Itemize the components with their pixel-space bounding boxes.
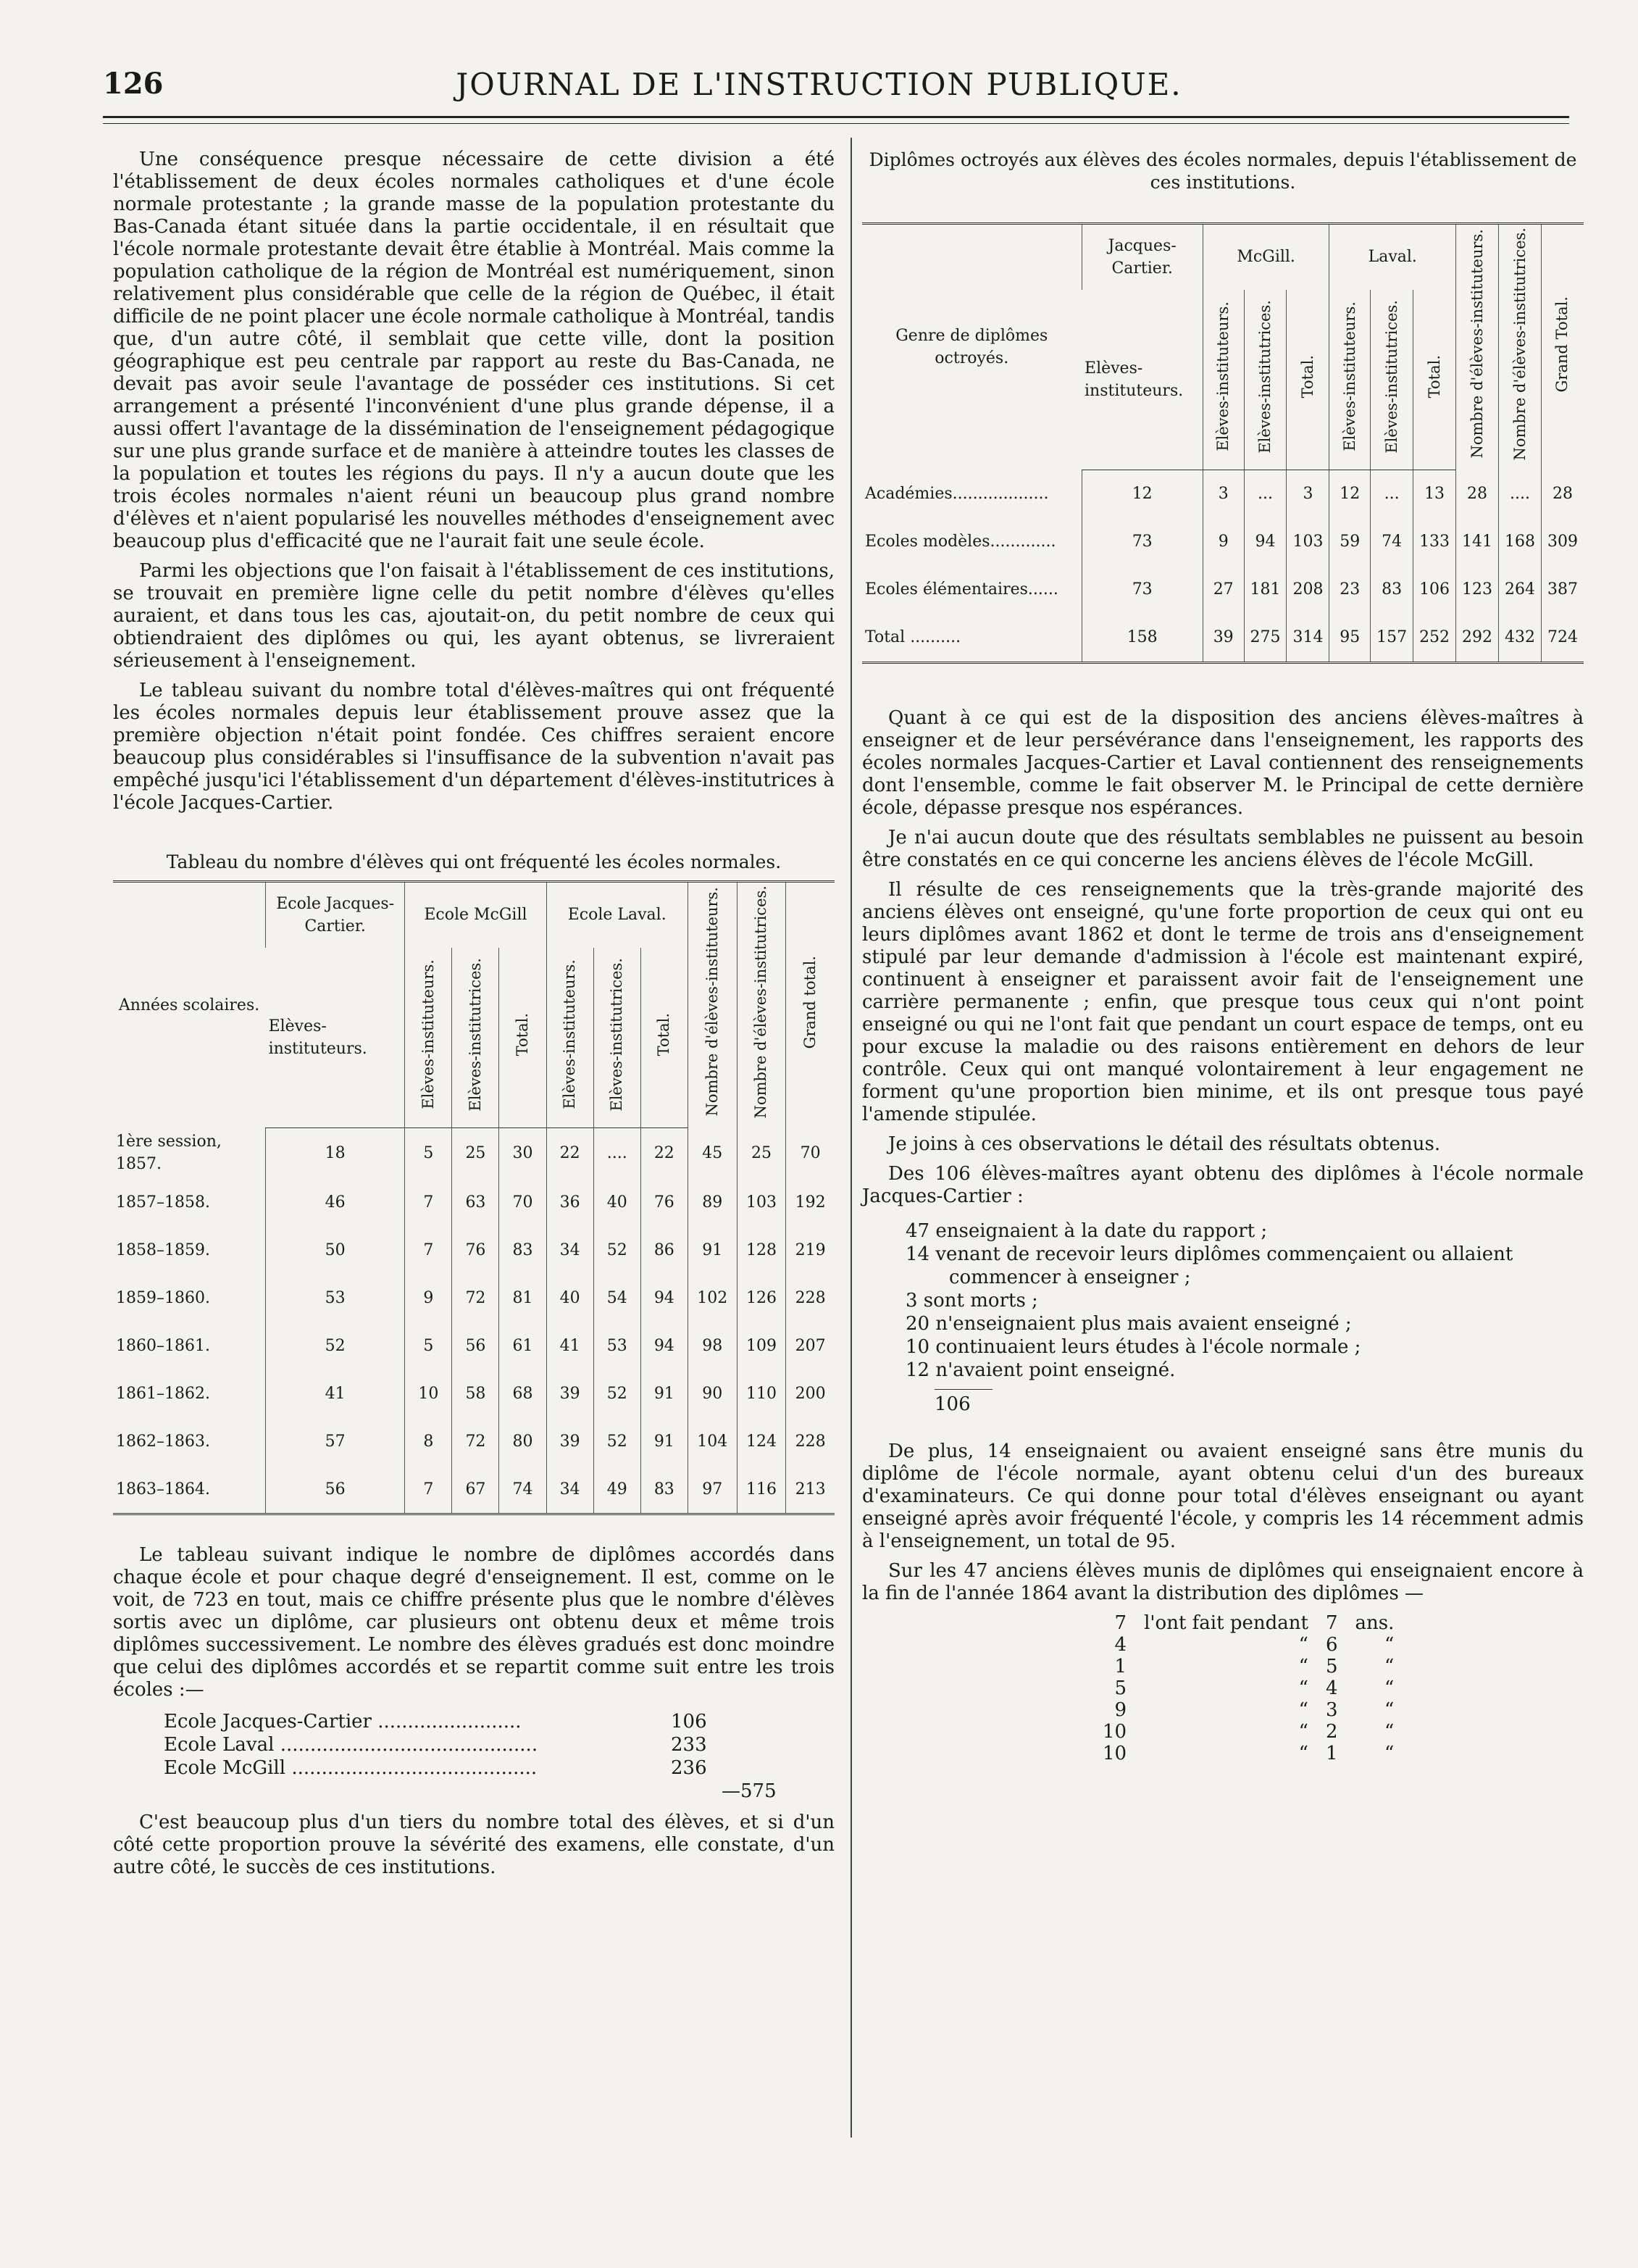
table-cell: “ bbox=[1298, 1698, 1308, 1721]
table-cell: 1858–1859. bbox=[116, 1241, 210, 1259]
table-cell: 5 bbox=[405, 1322, 452, 1369]
table-cell: 4 bbox=[1114, 1633, 1127, 1656]
table-cell: “ bbox=[1384, 1698, 1395, 1721]
table-row bbox=[862, 518, 1584, 566]
table-cell: 73 bbox=[1082, 518, 1203, 566]
table-cell: 124 bbox=[737, 1417, 786, 1465]
list-item: 20 n'enseignaient plus mais avaient enseigné ; bbox=[906, 1312, 1352, 1335]
col-laval-institutrices: Elèves-institutrices. bbox=[1371, 290, 1413, 470]
table-cell: 3 bbox=[1325, 1698, 1338, 1721]
table-cell: Ecoles modèles............. bbox=[865, 533, 1056, 551]
table-cell: 103 bbox=[1287, 518, 1329, 566]
table-cell: 91 bbox=[640, 1417, 688, 1465]
table-cell: 9 bbox=[1114, 1698, 1127, 1721]
table-cell: 7 bbox=[405, 1226, 452, 1274]
table-row bbox=[1094, 1677, 1403, 1699]
table-cell: 25 bbox=[452, 1127, 499, 1178]
table-cell: 13 bbox=[1413, 470, 1456, 518]
table-cell: 314 bbox=[1287, 614, 1329, 663]
table-cell: 1861–1862. bbox=[116, 1384, 210, 1403]
col-mcgill-institutrices: Elèves-institutrices. bbox=[452, 948, 499, 1128]
table-cell: 116 bbox=[737, 1465, 786, 1514]
table-cell: 61 bbox=[499, 1322, 546, 1369]
table-cell: 110 bbox=[737, 1369, 786, 1417]
table-cell: 213 bbox=[786, 1465, 835, 1514]
table-cell: 133 bbox=[1413, 518, 1456, 566]
table-cell: 158 bbox=[1082, 614, 1203, 663]
table-cell: 10 bbox=[1103, 1742, 1127, 1764]
paragraph: Une conséquence presque nécessaire de cette division a été l'établissement de deux écoles normales catholiques et d'une école normale protestante ; la grande masse de la population protestante du Bas-Canada étant située dans la partie occidentale, il en résultait que l'école normale protestante devait être établie à Montréal. Mais comme la population catholique de la région de Montréal est numériquement, sinon relativement plus considérable que celle de la région de Québec, il était difficile de ne point placer une école normale catholique à Montréal, tandis que, d'un autre côté, il semblait que cette ville, dont la position géographique est peu centrale par rapport au reste du Bas-Canada, ne devait pas avoir seule l'avantage de posséder ces institutions. Si cet arrangement a présenté l'inconvénient d'une plus grande dépense, il a aussi offert l'avantage de la dissémination de l'enseignement pédagogique sur une plus grande surface et de manière à atteindre toutes les classes de la population et toutes les régions du pays. Il n'y a aucun doute que les trois écoles normales n'aient réuni un beaucoup plus grand nombre d'élèves et n'aient popularisé les nouvelles méthodes d'enseignement avec beaucoup plus d'efficacité que ne l'aurait fait une seule école. bbox=[113, 149, 835, 552]
table-cell: 22 bbox=[546, 1127, 593, 1178]
table-row bbox=[113, 1226, 835, 1274]
table-cell: 67 bbox=[452, 1465, 499, 1514]
table-cell: 1862–1863. bbox=[116, 1432, 210, 1451]
table-cell: 126 bbox=[737, 1274, 786, 1322]
table-cell: 1 bbox=[1114, 1655, 1127, 1677]
table-cell: 53 bbox=[266, 1274, 405, 1322]
paragraph: Je joins à ces observations le détail des résultats obtenus. bbox=[888, 1133, 1441, 1155]
table-caption: Tableau du nombre d'élèves qui ont fréquenté les écoles normales. bbox=[166, 851, 782, 872]
diplomas-table bbox=[862, 222, 1584, 664]
col-jc-instituteurs: Elèves-instituteurs. bbox=[1082, 290, 1203, 470]
table-cell: 80 bbox=[499, 1417, 546, 1465]
table-cell: “ bbox=[1384, 1677, 1395, 1699]
table-cell: 94 bbox=[640, 1322, 688, 1369]
table-cell: 12 bbox=[1329, 470, 1371, 518]
table-cell: 309 bbox=[1541, 518, 1584, 566]
table-cell: 39 bbox=[1203, 614, 1244, 663]
table-cell: 3 bbox=[1287, 470, 1329, 518]
table-cell: 83 bbox=[640, 1465, 688, 1514]
table-row bbox=[862, 470, 1584, 518]
table-cell: “ bbox=[1384, 1742, 1395, 1764]
header-rule-2 bbox=[103, 123, 1569, 124]
table-cell: 200 bbox=[786, 1369, 835, 1417]
table-cell: 168 bbox=[1499, 518, 1542, 566]
table-cell: ... bbox=[1244, 470, 1287, 518]
table-cell: 106 bbox=[1413, 566, 1456, 614]
table-cell: ... bbox=[1371, 470, 1413, 518]
table-cell: 94 bbox=[640, 1274, 688, 1322]
col-mcgill-total: Total. bbox=[499, 948, 546, 1128]
table-cell: 219 bbox=[786, 1226, 835, 1274]
col-mcgill: Ecole McGill bbox=[405, 882, 546, 948]
table-cell: 41 bbox=[266, 1369, 405, 1417]
table-cell: “ bbox=[1298, 1655, 1308, 1677]
table-cell: 4 bbox=[1325, 1677, 1338, 1699]
table-cell: “ bbox=[1298, 1633, 1308, 1656]
table-cell: 63 bbox=[452, 1178, 499, 1226]
table-cell: 83 bbox=[499, 1226, 546, 1274]
table-cell: 10 bbox=[405, 1369, 452, 1417]
table-cell: 22 bbox=[640, 1127, 688, 1178]
table-cell: 53 bbox=[593, 1322, 640, 1369]
table-cell: 7 bbox=[1325, 1612, 1338, 1634]
col-jacques-cartier: Ecole Jacques-Cartier. bbox=[266, 882, 405, 948]
table-cell: Total .......... bbox=[862, 614, 1082, 663]
table-cell: 1857–1858. bbox=[116, 1193, 210, 1212]
table-cell: 207 bbox=[786, 1322, 835, 1369]
table-cell: 34 bbox=[546, 1226, 593, 1274]
table-cell: 23 bbox=[1329, 566, 1371, 614]
table-cell: 12 bbox=[1082, 470, 1203, 518]
outcomes-list bbox=[906, 1220, 1584, 1416]
paragraph: Parmi les objections que l'on faisait à l'établissement de ces institutions, se trouvait en première ligne celle du petit nombre d'élèves qu'elles auraient, et dans tous les cas, ajoutait-on, du petit nombre de ceux qui obtiendraient des diplômes ou qui, les ayant obtenus, se livreraient sérieusement à l'enseignement. bbox=[113, 560, 835, 672]
table-cell: 95 bbox=[1329, 614, 1371, 663]
table-row bbox=[1094, 1634, 1403, 1656]
table-cell: 25 bbox=[737, 1127, 786, 1178]
col-laval-total: Total. bbox=[640, 948, 688, 1128]
table-cell: 1ère session, 1857. bbox=[116, 1133, 222, 1174]
table-cell: 1860–1861. bbox=[116, 1336, 210, 1355]
table-cell: 28 bbox=[1541, 470, 1584, 518]
enrolment-table bbox=[113, 880, 835, 1515]
col-nb-institutrices: Nombre d'élèves-institutrices. bbox=[1499, 224, 1542, 470]
table-cell: 181 bbox=[1244, 566, 1287, 614]
column-divider bbox=[851, 138, 852, 2138]
table-cell: 7 bbox=[405, 1178, 452, 1226]
table-cell: 103 bbox=[737, 1178, 786, 1226]
table-cell: 90 bbox=[688, 1369, 737, 1417]
table-cell: 27 bbox=[1203, 566, 1244, 614]
table-cell: 102 bbox=[688, 1274, 737, 1322]
table-cell: 70 bbox=[786, 1127, 835, 1178]
table-cell: 123 bbox=[1456, 566, 1499, 614]
col-jacques-cartier: Jacques-Cartier. bbox=[1082, 224, 1203, 290]
col-laval: Ecole Laval. bbox=[546, 882, 688, 948]
table-row bbox=[113, 1178, 835, 1226]
paragraph: Quant à ce qui est de la disposition des anciens élèves-maîtres à enseigner et de leur persévérance dans l'enseignement, les rapports des écoles normales Jacques-Cartier et Laval contiennent des renseignements dont l'ensemble, comme le fait observer M. le Principal de cette dernière école, dépasse presque nos espérances. bbox=[862, 706, 1584, 819]
col-mcgill-instituteurs: Elèves-instituteurs. bbox=[1203, 290, 1244, 470]
schools-list bbox=[164, 1710, 835, 1803]
col-nb-institutrices: Nombre d'élèves-institutrices. bbox=[737, 882, 786, 1128]
list-item: 10 continuaient leurs études à l'école normale ; bbox=[906, 1335, 1361, 1358]
table-cell: 81 bbox=[499, 1274, 546, 1322]
table-cell: 9 bbox=[405, 1274, 452, 1322]
table-cell: 275 bbox=[1244, 614, 1287, 663]
col-grand-total: Grand total. bbox=[786, 882, 835, 1128]
col-laval-total: Total. bbox=[1413, 290, 1456, 470]
table-cell: 97 bbox=[688, 1465, 737, 1514]
table-cell: 59 bbox=[1329, 518, 1371, 566]
table-cell: 6 bbox=[1325, 1633, 1338, 1656]
table-cell: “ bbox=[1384, 1655, 1395, 1677]
table-cell: 109 bbox=[737, 1322, 786, 1369]
table-caption: Diplômes octroyés aux élèves des écoles normales, depuis l'établissement de ces institutions. bbox=[869, 149, 1577, 193]
years-table bbox=[1094, 1612, 1403, 1764]
table-cell: 76 bbox=[640, 1178, 688, 1226]
table-cell: 46 bbox=[266, 1178, 405, 1226]
table-row bbox=[1094, 1721, 1403, 1743]
table-cell: 98 bbox=[688, 1322, 737, 1369]
table-cell: 52 bbox=[593, 1417, 640, 1465]
col-mcgill: McGill. bbox=[1203, 224, 1329, 290]
table-cell: “ bbox=[1384, 1720, 1395, 1743]
table-row bbox=[862, 614, 1584, 663]
col-mcgill-total: Total. bbox=[1287, 290, 1329, 470]
table-cell: 40 bbox=[546, 1274, 593, 1322]
table-cell: 387 bbox=[1541, 566, 1584, 614]
table-cell: 94 bbox=[1244, 518, 1287, 566]
table-cell: 70 bbox=[499, 1178, 546, 1226]
list-item: commencer à enseigner ; bbox=[949, 1266, 1191, 1288]
paragraph: Sur les 47 anciens élèves munis de diplômes qui enseignaient encore à la fin de l'année 1864 avant la distribution des diplômes — bbox=[862, 1559, 1584, 1604]
table-cell: 724 bbox=[1541, 614, 1584, 663]
table-cell: 8 bbox=[405, 1417, 452, 1465]
table-cell: 45 bbox=[688, 1127, 737, 1178]
table-row bbox=[1094, 1699, 1403, 1721]
table-cell: .... bbox=[1499, 470, 1542, 518]
table-cell: 91 bbox=[688, 1226, 737, 1274]
list-item: 12 n'avaient point enseigné. bbox=[906, 1359, 1176, 1381]
paragraph: Le tableau suivant indique le nombre de diplômes accordés dans chaque école et pour chaque degré d'enseignement. Il est, comme on le voit, de 723 en tout, mais ce chiffre présente plus que le nombre d'élèves sortis avec un diplôme, car plusieurs ont obtenu deux et même trois diplômes successivement. Le nombre des élèves gradués est donc moindre que celui des diplômes accordés et se repartit comme suit entre les trois écoles :— bbox=[113, 1544, 835, 1701]
running-title: JOURNAL DE L'INSTRUCTION PUBLIQUE. bbox=[456, 67, 1182, 102]
table-cell: 432 bbox=[1499, 614, 1542, 663]
list-item: Ecole Jacques-Cartier ........................ 106 bbox=[164, 1711, 707, 1733]
table-cell: 52 bbox=[593, 1369, 640, 1417]
table-cell: 5 bbox=[405, 1127, 452, 1178]
table-cell: 49 bbox=[593, 1465, 640, 1514]
list-item: 14 venant de recevoir leurs diplômes commençaient ou allaient bbox=[906, 1243, 1513, 1265]
paragraph: Je n'ai aucun doute que des résultats semblables ne puissent au besoin être constatés en ce qui concerne les anciens élèves de l'école McGill. bbox=[862, 826, 1584, 871]
table-cell: 141 bbox=[1456, 518, 1499, 566]
table-row bbox=[113, 1465, 835, 1514]
table-cell: 50 bbox=[266, 1226, 405, 1274]
col-jc-instituteurs: Elèves-instituteurs. bbox=[266, 948, 405, 1128]
table-row bbox=[1094, 1612, 1403, 1634]
table-cell: “ bbox=[1298, 1677, 1308, 1699]
table-cell: 89 bbox=[688, 1178, 737, 1226]
table-cell: 76 bbox=[452, 1226, 499, 1274]
table-cell: 1863–1864. bbox=[113, 1465, 266, 1514]
col-nb-instituteurs: Nombre d'élèves-instituteurs. bbox=[1456, 224, 1499, 470]
table-row bbox=[113, 1274, 835, 1322]
col-mcgill-instituteurs: Elèves-instituteurs. bbox=[405, 948, 452, 1128]
table-row bbox=[113, 1369, 835, 1417]
paragraph: De plus, 14 enseignaient ou avaient enseigné sans être munis du diplôme de l'école normale, ayant obtenu celui d'un des bureaux d'examinateurs. Ce qui donne pour total d'élèves enseignant ou ayant enseigné après avoir fréquenté l'école, y compris les 14 récemment admis à l'enseignement, un total de 95. bbox=[862, 1440, 1584, 1552]
col-nb-instituteurs: Nombre d'élèves-instituteurs. bbox=[688, 882, 737, 1128]
table-cell: 56 bbox=[452, 1322, 499, 1369]
table-cell: .... bbox=[593, 1127, 640, 1178]
table-cell: 5 bbox=[1325, 1655, 1338, 1677]
table-cell: 10 bbox=[1103, 1720, 1127, 1743]
table-cell: 104 bbox=[688, 1417, 737, 1465]
header-rule bbox=[103, 116, 1569, 118]
col-mcgill-institutrices: Elèves-institutrices. bbox=[1244, 290, 1287, 470]
table-cell: 264 bbox=[1499, 566, 1542, 614]
table-cell: 7 bbox=[1114, 1612, 1127, 1634]
col-laval-instituteurs: Elèves-instituteurs. bbox=[1329, 290, 1371, 470]
table-cell: 74 bbox=[499, 1465, 546, 1514]
table-cell: 208 bbox=[1287, 566, 1329, 614]
table-cell: 74 bbox=[1371, 518, 1413, 566]
table-cell: 72 bbox=[452, 1274, 499, 1322]
table-row bbox=[862, 566, 1584, 614]
table-cell: 40 bbox=[593, 1178, 640, 1226]
page-number: 126 bbox=[103, 67, 164, 101]
table-cell: 3 bbox=[1203, 470, 1244, 518]
table-cell: 39 bbox=[546, 1417, 593, 1465]
table-cell: 72 bbox=[452, 1417, 499, 1465]
table-cell: 292 bbox=[1456, 614, 1499, 663]
table-cell: 18 bbox=[266, 1127, 405, 1178]
table-cell: 56 bbox=[266, 1465, 405, 1514]
table-cell: 83 bbox=[1371, 566, 1413, 614]
table-cell: Ecoles élémentaires...... bbox=[865, 580, 1058, 599]
table-cell: 39 bbox=[546, 1369, 593, 1417]
diplomas-table-body bbox=[862, 470, 1584, 662]
table-cell: 54 bbox=[593, 1274, 640, 1322]
table-cell: “ bbox=[1298, 1720, 1308, 1743]
paragraph: C'est beaucoup plus d'un tiers du nombre total des élèves, et si d'un côté cette proportion prouve la sévérité des examens, elle constate, d'un autre côté, le succès de ces institutions. bbox=[113, 1812, 835, 1879]
table-cell: 34 bbox=[546, 1465, 593, 1514]
table-cell: 192 bbox=[786, 1178, 835, 1226]
table-cell: 91 bbox=[640, 1369, 688, 1417]
col-laval-instituteurs: Elèves-instituteurs. bbox=[546, 948, 593, 1128]
col-genre: Genre de diplômes octroyés. bbox=[862, 224, 1082, 470]
table-row bbox=[1094, 1656, 1403, 1677]
table-cell: 1859–1860. bbox=[116, 1288, 210, 1307]
list-item: Ecole McGill ......................................... 236 bbox=[164, 1757, 707, 1780]
right-column bbox=[862, 149, 1584, 1764]
table-cell: Académies................... bbox=[865, 485, 1049, 504]
paragraph: Des 106 élèves-maîtres ayant obtenu des diplômes à l'école normale Jacques-Cartier : bbox=[862, 1162, 1584, 1207]
table-row bbox=[113, 1417, 835, 1465]
col-grand-total: Grand Total. bbox=[1541, 224, 1584, 470]
list-item: 47 enseignaient à la date du rapport ; bbox=[906, 1220, 1268, 1242]
table-cell: 52 bbox=[593, 1226, 640, 1274]
table-cell: 7 bbox=[405, 1465, 452, 1514]
table-cell: 5 bbox=[1114, 1677, 1127, 1699]
table-cell: 52 bbox=[266, 1322, 405, 1369]
left-column bbox=[113, 149, 835, 1886]
table-cell: 2 bbox=[1325, 1720, 1338, 1743]
table-cell: l'ont fait pendant bbox=[1144, 1612, 1308, 1634]
table-row bbox=[1094, 1743, 1403, 1764]
table-cell: 157 bbox=[1371, 614, 1413, 663]
table-cell: 128 bbox=[737, 1226, 786, 1274]
schools-total: —575 bbox=[722, 1780, 777, 1803]
table-cell: “ bbox=[1384, 1633, 1395, 1656]
table-cell: 57 bbox=[266, 1417, 405, 1465]
table-cell: 228 bbox=[786, 1417, 835, 1465]
table-cell: 68 bbox=[499, 1369, 546, 1417]
list-item: Ecole Laval ........................................... 233 bbox=[164, 1734, 707, 1756]
table-cell: 58 bbox=[452, 1369, 499, 1417]
table-cell: “ bbox=[1298, 1742, 1308, 1764]
paragraph: Le tableau suivant du nombre total d'élèves-maîtres qui ont fréquenté les écoles normales depuis leur établissement prouve assez que la première objection n'était point fondée. Ces chiffres seraient encore beaucoup plus considérables si l'insuffisance de la subvention n'avait pas empêché jusqu'ici l'établissement d'un département d'élèves-institutrices à l'école Jacques-Cartier. bbox=[113, 680, 835, 814]
table-cell: 30 bbox=[499, 1127, 546, 1178]
col-laval-institutrices: Elèves-institutrices. bbox=[593, 948, 640, 1128]
paragraph: Il résulte de ces renseignements que la très-grande majorité des anciens élèves ont enseigné, qu'une forte proportion de ceux qui ont eu leurs diplômes avant 1862 et dont le terme de trois ans d'enseignement stipulé par leur demande d'admission à l'école est maintenant expiré, continuent à enseigner et paraissent avoir fait de l'enseignement une carrière permanente ; enfin, que presque tous ceux qui n'ont point enseigné ou qui ne l'ont fait que pendant un court espace de temps, ont eu pour excuse la maladie ou des raisons entièrement en dehors de leur contrôle. Ceux qui ont manqué volontairement à leur engagement ne forment qu'une proportion bien minime, et ils ont presque tous payé l'amende stipulée. bbox=[862, 878, 1584, 1125]
table-cell: 73 bbox=[1082, 566, 1203, 614]
table-cell: 228 bbox=[786, 1274, 835, 1322]
table-cell: 9 bbox=[1203, 518, 1244, 566]
table-cell: 28 bbox=[1456, 470, 1499, 518]
list-total: 106 bbox=[935, 1389, 993, 1416]
list-item: 3 sont morts ; bbox=[906, 1289, 1038, 1312]
enrolment-table-body bbox=[113, 1127, 835, 1514]
table-row bbox=[113, 1127, 835, 1178]
table-row bbox=[113, 1322, 835, 1369]
col-years: Années scolaires. bbox=[113, 882, 266, 1128]
table-cell: 41 bbox=[546, 1322, 593, 1369]
table-cell: 36 bbox=[546, 1178, 593, 1226]
table-cell: ans. bbox=[1355, 1612, 1395, 1634]
table-cell: 86 bbox=[640, 1226, 688, 1274]
table-cell: 1 bbox=[1325, 1742, 1338, 1764]
col-laval: Laval. bbox=[1329, 224, 1456, 290]
table-cell: 252 bbox=[1413, 614, 1456, 663]
